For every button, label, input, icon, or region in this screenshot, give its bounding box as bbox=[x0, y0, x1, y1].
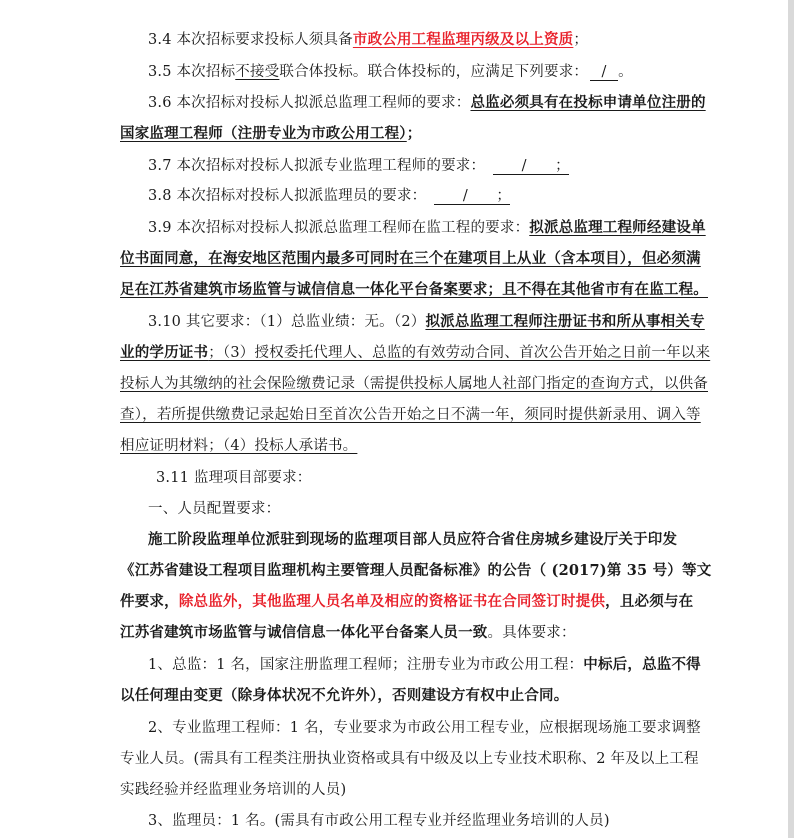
item-2-line3: 实践经验并经监理业务培训的人员) bbox=[120, 782, 347, 798]
para-3-9-line3: 足在江苏省建筑市场监管与诚信信息一体化平台备案要求；且不得在其他省市有在监工程。 bbox=[120, 281, 708, 298]
item-2-line2: 专业人员。(需具有工程类注册执业资格或具有中级及以上专业技术职称、2 年及以上工程 bbox=[120, 751, 699, 767]
para-3-6-requirement: 总监必须具有在投标申请单位注册的 bbox=[470, 94, 706, 111]
para-3-9-emph: 拟派总监理工程师经建设单 bbox=[529, 219, 706, 236]
para-3-7-suffix: ； bbox=[555, 158, 570, 174]
para-3-8 bbox=[148, 186, 510, 206]
para-3-5 bbox=[148, 62, 633, 82]
para-3-5-blank: / bbox=[590, 64, 618, 81]
para-3-10-text: 3.10 其它要求：（1）总监业绩：无。（2） bbox=[148, 314, 426, 330]
para-3-10-line2-rest: ；（3）授权委托代理人、总监的有效劳动合同、首次公告开始之日前一年以来 bbox=[208, 345, 711, 361]
para-3-10-line2 bbox=[120, 343, 710, 363]
para-3-8-suffix: ； bbox=[496, 188, 512, 204]
para-3-10-degree: 业的学历证书 bbox=[120, 344, 209, 361]
para-3-7-blank: / bbox=[493, 158, 555, 175]
para-3-4 bbox=[148, 30, 588, 50]
staff-line3-pre: 件要求， bbox=[120, 593, 179, 610]
staff-line4 bbox=[120, 623, 576, 643]
item-1-text: 1、总监：1 名，国家注册监理工程师；注册专业为市政公用工程： bbox=[148, 657, 584, 673]
para-3-7-text: 3.7 本次招标对投标人拟派专业监理工程师的要求： bbox=[148, 158, 486, 174]
para-3-6-suffix: ； bbox=[406, 125, 422, 142]
para-3-10-line3: 投标人为其缴纳的社会保险缴费记录（需提供投标人属地人社部门指定的查询方式，以供备 bbox=[120, 376, 708, 392]
item-3: 3、监理员：1 名。(需具有市政公用工程专业并经监理业务培训的人员) bbox=[148, 813, 610, 829]
staff-line1: 施工阶段监理单位派驻到现场的监理项目部人员应符合省住房城乡建设厅关于印发 bbox=[148, 531, 678, 548]
para-3-9 bbox=[148, 218, 706, 238]
item-1-line2: 以任何理由变更（除身体状况不允许外），否则建设方有权中止合同。 bbox=[120, 687, 569, 704]
staff-line3 bbox=[120, 592, 693, 612]
staff-line2: 《江苏省建设工程项目监理机构主要管理人员配备标准》的公告（ (2017)第 35 号）等文 bbox=[120, 562, 712, 579]
para-3-6-line2 bbox=[120, 124, 421, 144]
para-3-4-qualification: 市政公用工程监理丙级及以上资质 bbox=[352, 31, 574, 48]
para-3-10 bbox=[148, 312, 705, 332]
para-3-5-text: 3.5 本次招标 bbox=[148, 64, 236, 80]
para-3-5-not-accept: 不接受 bbox=[235, 64, 280, 80]
para-3-9-text: 3.9 本次招标对投标人拟派总监理工程师在监工程的要求： bbox=[148, 220, 530, 236]
staff-config-heading: 一、人员配置要求： bbox=[148, 501, 281, 517]
item-1 bbox=[148, 655, 701, 675]
para-3-4-text: 3.4 本次招标要求投标人须具备 bbox=[148, 32, 353, 48]
para-3-4-suffix: ； bbox=[573, 32, 589, 48]
para-3-9-line2: 位书面同意，在海安地区范围内最多可同时在三个在建项目上从业（含本项目），但必须满 bbox=[120, 250, 701, 267]
item-1-emph: 中标后，总监不得 bbox=[583, 656, 701, 673]
para-3-5-mid: 联合体投标。联合体投标的，应满足下列要求： bbox=[279, 64, 589, 80]
para-3-10-line4: 查），若所提供缴费记录起始日至首次公告开始之日不满一年，须同时提供新录用、调入等 bbox=[120, 407, 701, 423]
para-3-7 bbox=[148, 156, 569, 176]
para-3-6-text: 3.6 本次招标对投标人拟派总监理工程师的要求： bbox=[148, 95, 471, 111]
staff-line4-bold: 江苏省建筑市场监管与诚信信息一体化平台备案人员一致 bbox=[120, 624, 488, 641]
para-3-10-emph: 拟派总监理工程师注册证书和所从事相关专 bbox=[425, 313, 705, 330]
para-3-5-suffix: 。 bbox=[618, 64, 633, 80]
page-edge bbox=[788, 0, 794, 838]
staff-line4-rest: 。具体要求： bbox=[487, 625, 576, 641]
para-3-10-line5: 相应证明材料；（4）投标人承诺书。 bbox=[120, 438, 358, 454]
para-3-8-blank: / bbox=[434, 188, 496, 205]
para-3-11-title: 3.11 监理项目部要求： bbox=[156, 470, 312, 486]
staff-line3-red: 除总监外，其他监理人员名单及相应的资格证书在合同签订时提供 bbox=[178, 593, 606, 610]
staff-line3-post: ，且必须与在 bbox=[605, 593, 694, 610]
item-2: 2、专业监理工程师：1 名，专业要求为市政公用工程专业，应根据现场施工要求调整 bbox=[148, 720, 701, 736]
para-3-8-text: 3.8 本次招标对投标人拟派监理员的要求： bbox=[148, 188, 427, 204]
para-3-6 bbox=[148, 93, 706, 113]
para-3-6-registration: 国家监理工程师（注册专业为市政公用工程） bbox=[120, 125, 407, 142]
